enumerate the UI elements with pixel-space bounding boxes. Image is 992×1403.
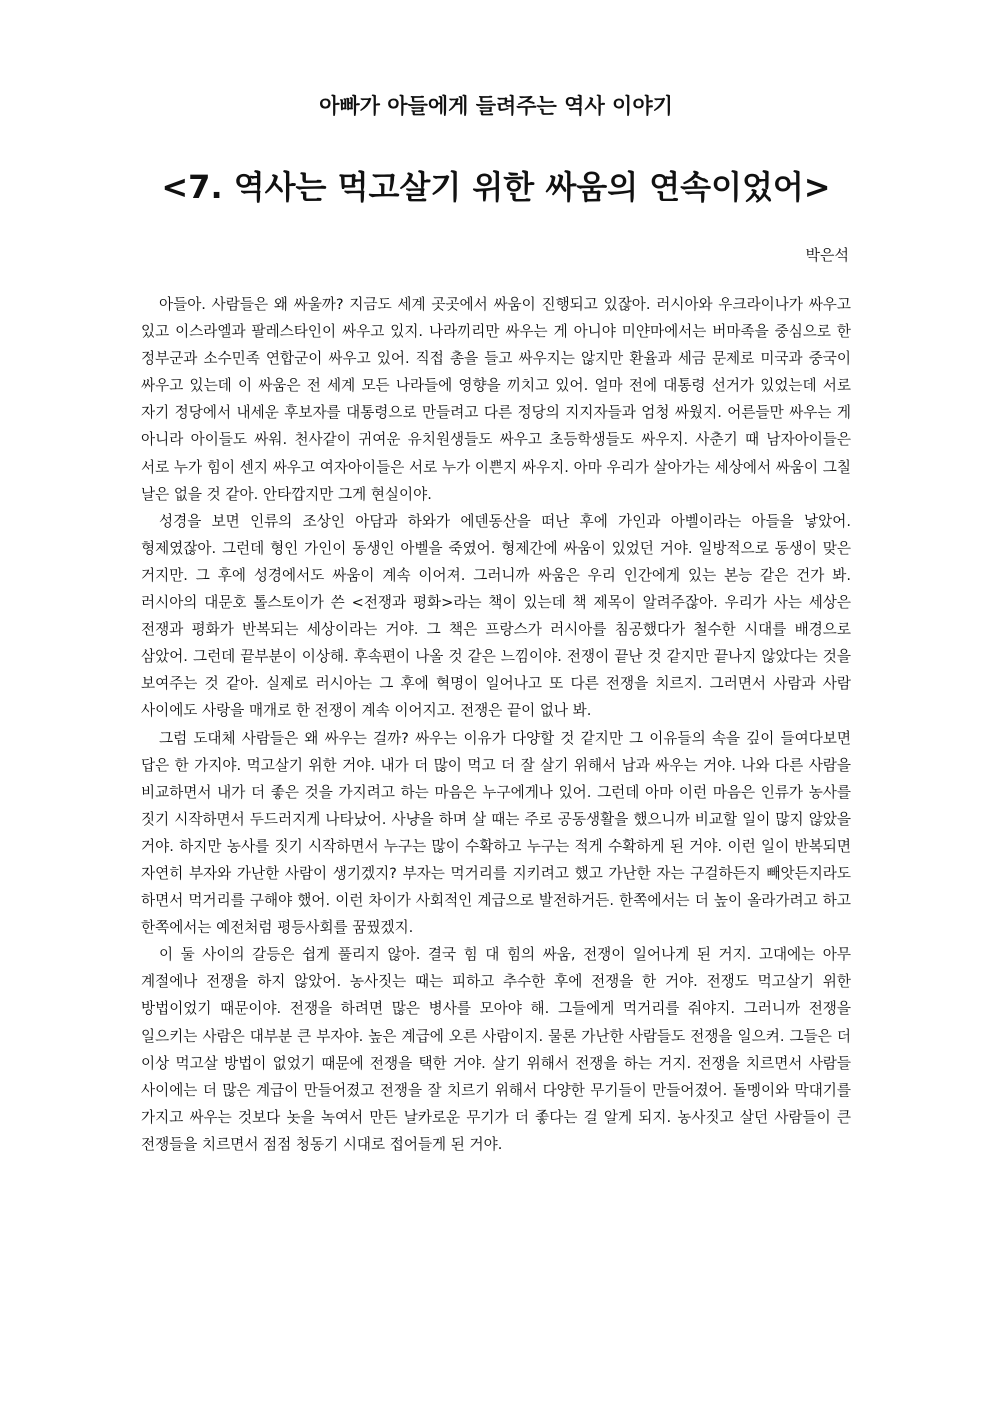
paragraph-4: 이 둘 사이의 갈등은 쉽게 풀리지 않아. 결국 힘 대 힘의 싸움, 전쟁이 일어나게 된 거지. 고대에는 아무 계절에나 전쟁을 하지 않았어. 농사짓는 때는 피하고 추수한 후에 전쟁을 한 거야. 전쟁도 먹고살기 위한 방법이었기 때문이야. 전쟁을 하려면 많은 병사를 모아야 해. 그들에게 먹거리를 줘야지. 그러니까 전쟁을 일으키는 사람은 대부분 큰 부자야. 높은 계급에 오른 사람이지. 물론 가난한 사람들도 전쟁을 일으켜. 그들은 더 이상 먹고살 방법이 없었기 때문에 전쟁을 택한 거야. 살기 위해서 전쟁을 하는 거지. 전쟁을 치르면서 사람들 사이에는 더 많은 계급이 만들어졌고 전쟁을 잘 치르기 위해서 다양한 무기들이 만들어졌어. 돌멩이와 막대기를 가지고 싸우는 것보다 놋을 녹여서 만든 날카로운 무기가 더 좋다는 걸 알게 되지. 농사짓고 살던 사람들이 큰 전쟁들을 치르면서 점점 청동기 시대로 접어들게 된 거야. xyxy=(141,946,851,1153)
series-title: 아빠가 아들에게 들려주는 역사 이야기 xyxy=(319,94,673,118)
paragraph-1: 아들아. 사람들은 왜 싸울까? 지금도 세계 곳곳에서 싸움이 진행되고 있잖아. 러시아와 우크라이나가 싸우고 있고 이스라엘과 팔레스타인이 싸우고 있지. 나라끼리만 싸우는 게 아니야 미얀마에서는 버마족을 중심으로 한 정부군과 소수민족 연합군이 싸우고 있어. 직접 총을 들고 싸우지는 않지만 환율과 세금 문제로 미국과 중국이 싸우고 있는데 이 싸움은 전 세계 모든 나라들에 영향을 끼치고 있어. 얼마 전에 대통령 선거가 있었는데 서로 자기 정당에서 내세운 후보자를 대통령으로 만들려고 다른 정당의 지지자들과 엄청 싸웠지. 어른들만 싸우는 게 아니라 아이들도 싸워. 천사같이 귀여운 유치원생들도 싸우고 초등학생들도 싸우지. 사춘기 때 남자아이들은 서로 누가 힘이 센지 싸우고 여자아이들은 서로 누가 이쁜지 싸우지. 아마 우리가 살아가는 세상에서 싸움이 그칠 날은 없을 것 같아. 안타깝지만 그게 현실이야. xyxy=(141,296,851,503)
paragraph-2: 성경을 보면 인류의 조상인 아담과 하와가 에덴동산을 떠난 후에 가인과 아벨이라는 아들을 낳았어. 형제였잖아. 그런데 형인 가인이 동생인 아벨을 죽였어. 형제간에 싸움이 있었던 거야. 일방적으로 동생이 맞은 거지만. 그 후에 성경에서도 싸움이 계속 이어져. 그러니까 싸움은 우리 인간에게 있는 본능 같은 건가 봐. 러시아의 대문호 톨스토이가 쓴 <전쟁과 평화>라는 책이 있는데 책 제목이 알려주잖아. 우리가 사는 세상은 전쟁과 평화가 반복되는 세상이라는 거야. 그 책은 프랑스가 러시아를 침공했다가 철수한 시대를 배경으로 삼았어. 그런데 끝부분이 이상해. 후속편이 나올 것 같은 느낌이야. 전쟁이 끝난 것 같지만 끝나지 않았다는 것을 보여주는 것 같아. 실제로 러시아는 그 후에 혁명이 일어나고 또 다른 전쟁을 치르지. 그러면서 사람과 사람 사이에도 사랑을 매개로 한 전쟁이 계속 이어지고. 전쟁은 끝이 없나 봐. xyxy=(141,512,851,720)
paragraph-3: 그럼 도대체 사람들은 왜 싸우는 걸까? 싸우는 이유가 다양할 것 같지만 그 이유들의 속을 깊이 들여다보면 답은 한 가지야. 먹고살기 위한 거야. 내가 더 많이 먹고 더 잘 살기 위해서 남과 싸우는 거야. 나와 다른 사람을 비교하면서 내가 더 좋은 것을 가지려고 하는 마음은 누구에게나 있어. 그런데 아마 이런 마음은 인류가 농사를 짓기 시작하면서 두드러지게 나타났어. 사냥을 하며 살 때는 주로 공동생활을 했으니까 비교할 일이 많지 않았을 거야. 하지만 농사를 짓기 시작하면서 누구는 많이 수확하고 누구는 적게 수확하게 된 거야. 이런 일이 반복되면 자연히 부자와 가난한 사람이 생기겠지? 부자는 먹거리를 지키려고 했고 가난한 자는 구걸하든지 빼앗든지라도 하면서 먹거리를 구해야 했어. 이런 차이가 사회적인 계급으로 발전하거든. 한쪽에서는 더 높이 올라가려고 하고 한쪽에서는 예전처럼 평등사회를 꿈꿨겠지. xyxy=(141,729,851,937)
chapter-title: <7. 역사는 먹고살기 위한 싸움의 연속이었어> xyxy=(161,168,831,206)
body-text xyxy=(141,291,851,1158)
author-name: 박은석 xyxy=(805,246,849,264)
